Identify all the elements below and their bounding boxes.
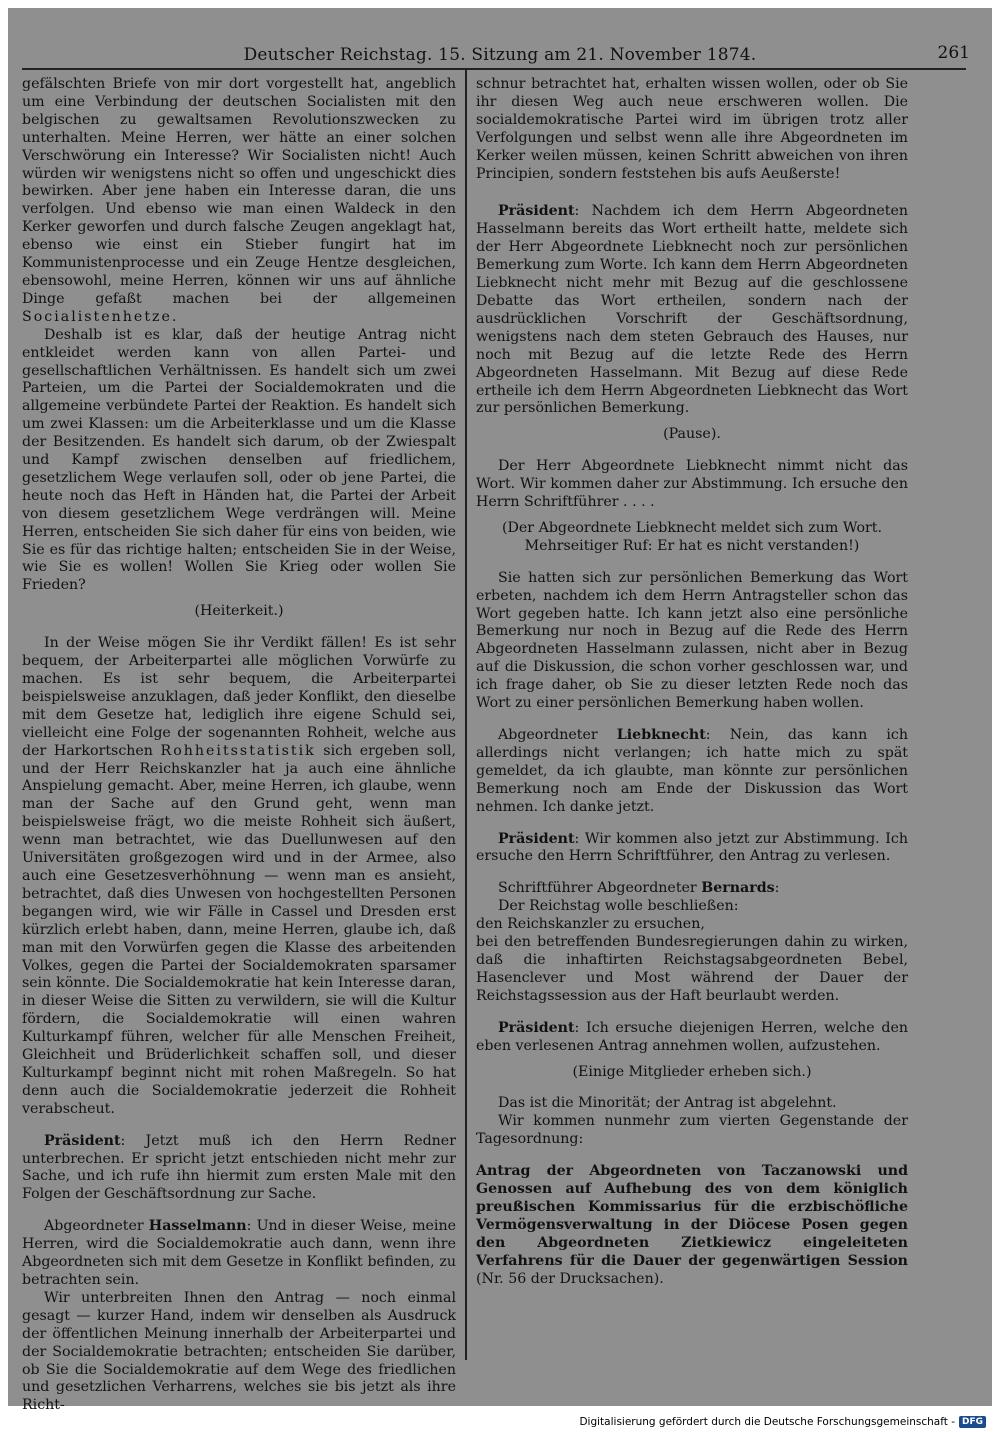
paragraph: Präsident: Ich ersuche diejenigen Herren, welche den eben verlesenen Antrag annehmen wollen, aufzustehen. [476,1019,908,1054]
paragraph: schnur betrachtet hat, erhalten wissen wollen, oder ob Sie ihr diesen Weg auch neue erschweren wollen. Die socialdemokratische Partei wird im übrigen trotz aller Verfolgungen und selbst wenn alle ihre Abgeordneten im Kerker weilen müssen, keinen Schritt abweichen von ihren Principien, sondern feststehen bis aufs Aeußerste! [476,76,908,182]
speaker-name: Liebknecht [616,727,706,743]
paragraph: gefälschten Briefe von mir dort vorgestellt hat, angeblich um eine Verbindung der deutschen Socialisten mit den belgischen zu gewaltsamen Revolutionszwecken zu unterhalten. Meine Herren, wer hätte an einer solchen Verschwörung ein Interesse? Wir Socialisten nicht! Auch würden wir wenigstens nicht so offen und ungeschickt dies bewirken. Aber jene haben ein Interesse daran, die uns verfolgen. Und ebenso wie man einen Waldeck in den Kerker geworfen und durch falsche Zeugen angeklagt hat, ebenso wie einst ein Stieber fungirt hat im Kommunistenprocesse und ein Zeuge Hentze desgleichen, ebensowohl, meine Herren, können wir uns auf ähnliche Dinge gefaßt machen bei der allgemeinen Socialistenhetze. [22,76,456,325]
speaker-name: Präsident [498,1019,575,1036]
speaker-name: Präsident [498,203,575,220]
running-title: Deutscher Reichstag. 15. Sitzung am 21. November 1874. [243,45,757,65]
dfg-logo-icon: DFG [959,1416,986,1428]
paragraph: Sie hatten sich zur persönlichen Bemerkung das Wort erbeten, nachdem ich dem Herrn Antragsteller schon das Wort gegeben hatte. Ich kann jetzt also eine persönliche Bemerkung nur noch in Bezug auf die Rede des Herrn Abgeordneten Hasselmann zulassen, nicht aber in Bezug auf die Diskussion, die schon vorher geschlossen war, und ich frage daher, ob Sie zu dieser letzten Rede noch das Wort zu einer persönlichen Bemerkung haben wollen. [476,569,908,712]
column-divider [465,70,467,1360]
speaker-name: Präsident [44,1132,121,1149]
paragraph: Präsident: Nachdem ich dem Herrn Abgeordneten Hasselmann bereits das Wort ertheilt hatte, meldete sich der Herr Abgeordnete Liebknecht noch zur persönlichen Bemerkung zum Worte. Ich kann dem Herrn Abgeordneten Liebknecht nicht mehr mit Bezug auf die geschlossene Debatte das Wort ertheilen, sondern nach der ausdrücklichen Vorschrift der Geschäftsordnung, wenigstens nach dem steten Gebrauch des Hauses, nur noch mit Bezug auf die letzte Rede des Herrn Abgeordneten Hasselmann. Mit Bezug auf diese Rede ertheile ich dem Herrn Abgeordneten Liebknecht das Wort zur persönlichen Bemerkung. [476,203,908,417]
scanned-page [8,8,992,1414]
speaker-name: Bernards [701,880,775,897]
motion-line: den Reichskanzler zu ersuchen, [476,916,705,933]
interjection: (Der Abgeordnete Liebknecht meldet sich zum Wort. Mehrseitiger Ruf: Er hat es nicht verstanden!) [501,519,883,554]
interjection: (Pause). [663,426,721,443]
paragraph: Abgeordneter Hasselmann: Und in dieser Weise, meine Herren, wird die Socialdemokratie auch dann, wenn ihre Abgeordneten sich mit dem Gesetze in Konflikt befinden, zu betrachten sein. [22,1218,456,1288]
paragraph: Wir kommen nunmehr zum vierten Gegenstande der Tagesordnung: [476,1113,908,1148]
page-header [8,8,992,65]
footer-text: Digitalisierung gefördert durch die Deutsche Forschungsgemeinschaft - [579,1416,955,1428]
spaced-word: Socialistenhetze. [22,308,179,325]
interjection: (Einige Mitglieder erheben sich.) [572,1063,812,1080]
speaker-name: Hasselmann [148,1218,247,1235]
spaced-word: Rohheitsstatistik [160,742,316,759]
paragraph: Präsident: Wir kommen also jetzt zur Abstimmung. Ich ersuche den Herrn Schriftführer, den Antrag zu verlesen. [476,830,908,865]
motion-line: Der Reichstag wolle beschließen: [498,898,739,915]
agenda-reference: (Nr. 56 der Drucksachen). [476,1270,664,1287]
motion-text: bei den betreffenden Bundesregierungen dahin zu wirken, daß die inhaftirten Reichstagsabgeordneten Bebel, Hasenclever und Most während der Dauer der Reichstagssession aus der Haft beurlaubt werden. [476,934,908,1004]
paragraph: In der Weise mögen Sie ihr Verdikt fällen! Es ist sehr bequem, der Arbeiterpartei alle möglichen Vorwürfe zu machen. Es ist sehr bequem, die Arbeiterpartei beispielsweise anzuklagen, daß jeder Konflikt, den dieselbe mit dem Gesetze hat, lediglich ihre eigene Schuld sei, vielleicht eine Folge der sogenannten Rohheit, welche aus der Harkortschen Rohheitsstatistik sich ergeben soll, und der Herr Reichskanzler hat ja auch eine ähnliche Anspielung gemacht. Aber, meine Herren, ich glaube, wenn man der Sache auf den Grund geht, wenn man beispielsweise frägt, wo die meiste Rohheit sich äußert, wenn man betrachtet, wie das Duellunwesen auf den Universitäten großgezogen wird und in der Armee, also auch eine Gesetzesverhöhnung — wenn man es ansieht, betrachtet, daß dies Unwesen von hochgestellten Personen begangen wird, wie wir Fälle in Cassel und Dresden erst kürzlich erlebt haben, dann, meine Herren, glaube ich, daß man mit den Vorwürfen gegen die Klasse des arbeitenden Volkes, gegen die Partei der Socialdemokraten sparsamer sein könnte. Die Socialdemokratie hat kein Interesse daran, in dieser Weise die Sitten zu verwildern, sie will die Kultur fördern, die Socialdemokratie will einen wahren Kulturkampf führen, welcher für alle Menschen Freiheit, Gleichheit und Brüderlichkeit schaffen soll, und dieser Kulturkampf beginnt nicht mit rohen Maßregeln. So hat denn auch die Socialdemokratie jederzeit die Rohheit verabscheut. [22,635,456,1117]
paragraph: Präsident: Jetzt muß ich den Herrn Redner unterbrechen. Er spricht jetzt entschieden nicht mehr zur Sache, und ich rufe ihn hiermit zum ersten Male mit den Folgen der Geschäftsordnung zur Sache. [22,1132,456,1203]
paragraph: Wir unterbreiten Ihnen den Antrag — noch einmal gesagt — kurzer Hand, indem wir denselben als Ausdruck der öffentlichen Meinung innerhalb der Arbeiterpartei und der Socialdemokratie betrachten; entscheiden Sie darüber, ob Sie die Socialdemokratie auf dem Wege des friedlichen und gesetzlichen Verharrens, welches sie bis jetzt als ihre Richt- [22,1289,456,1414]
page-number: 261 [937,43,970,63]
right-column [476,76,908,1288]
agenda-item: Antrag der Abgeordneten von Taczanowski und Genossen auf Aufhebung des von dem königlich preußischen Kommissarius für die erzbischöfliche Vermögensverwaltung in der Diöcese Posen gegen den Abgeordneten Zietkiewicz eingeleiteten Verfahrens für die Dauer der gegenwärtigen Session (Nr. 56 der Drucksachen). [476,1163,908,1287]
paragraph: Abgeordneter Liebknecht: Nein, das kann ich allerdings nicht verlangen; ich hatte mich zu spät gemeldet, da ich glaubte, man könnte zur persönlichen Bemerkung noch am Ende der Diskussion das Wort nehmen. Ich danke jetzt. [476,727,908,815]
paragraph: Der Herr Abgeordnete Liebknecht nimmt nicht das Wort. Wir kommen daher zur Abstimmung. Ich ersuche den Herrn Schriftführer . . . . [476,458,908,511]
left-column [22,76,456,1415]
speaker-name: Präsident [498,830,575,847]
paragraph: Schriftführer Abgeordneter Bernards: [498,880,780,897]
paragraph: Deshalb ist es klar, daß der heutige Antrag nicht entkleidet werden kann von allen Partei- und gesellschaftlichen Verhältnissen. Es handelt sich um zwei Parteien, um die Partei der Socialdemokraten und die allgemeine verbündete Partei der Reaktion. Es handelt sich um zwei Klassen: um die Arbeiterklasse und um die Klasse der Besitzenden. Es handelt sich darum, ob der Zwiespalt und Kampf zwischen denselben auf friedlichem, gesetzlichem Wege verlaufen soll, oder ob jene Partei, die heute noch das Heft in Händen hat, die Partei der Arbeit von diesem gesetzlichem Wege verdrängen will. Meine Herren, entscheiden Sie sich daher für eins von beiden, wie Sie es für das richtige halten; entscheiden Sie in der Weise, wie Sie es wollen! Wollen Sie Krieg oder wollen Sie Frieden? [22,326,456,594]
digitization-footer [579,1416,986,1428]
header-rule [22,68,966,70]
paragraph: Das ist die Minorität; der Antrag ist abgelehnt. [498,1095,837,1112]
interjection: (Heiterkeit.) [194,603,284,620]
